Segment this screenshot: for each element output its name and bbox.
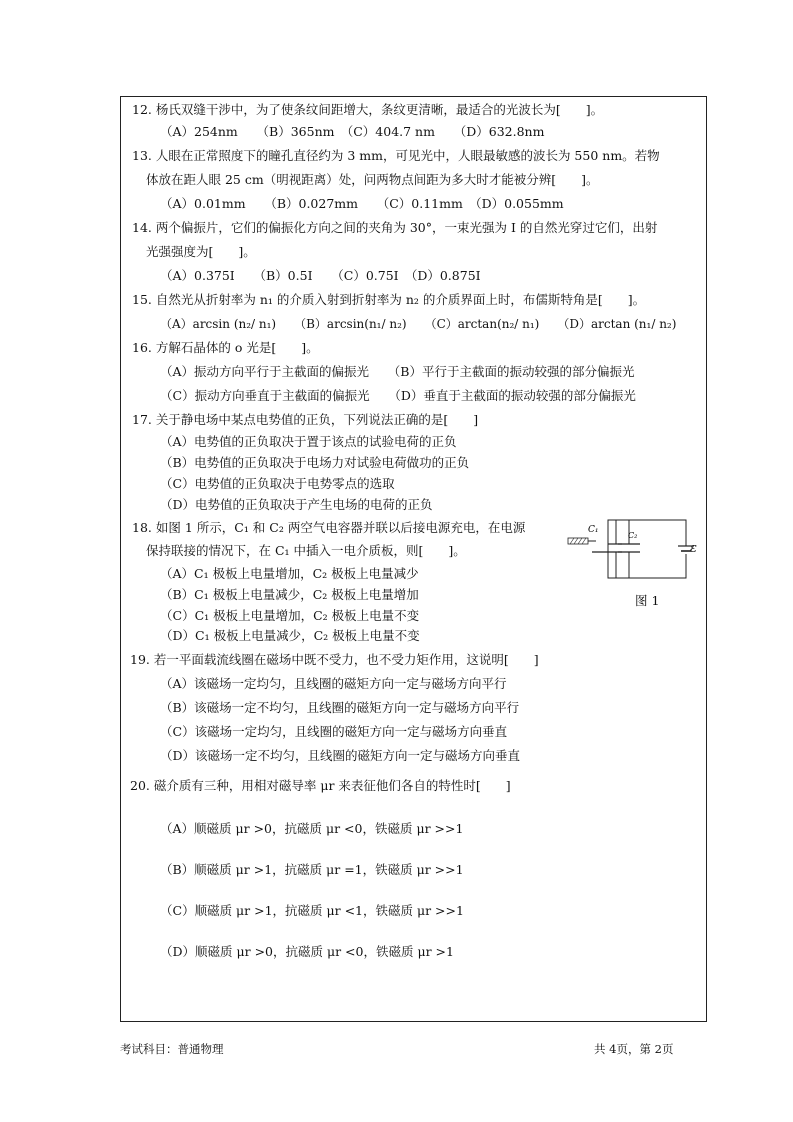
q12-options: （A）254nm （B）365nm （C）404.7 nm （D）632.8nm: [160, 124, 545, 139]
q13-options: （A）0.01mm （B）0.027mm （C）0.11mm （D）0.055mm: [160, 196, 564, 211]
q15-options: （A）arcsin (n₂/ n₁) （B）arcsin(n₁/ n₂) （C）arctan(n₂/ n₁) （D）arctan (n₁/ n₂): [160, 317, 677, 331]
dielectric-slab: [568, 538, 588, 544]
circuit-figure: [566, 518, 696, 598]
q19-option-c: （C）该磁场一定均匀，且线圈的磁矩方向一定与磁场方向垂直: [160, 724, 508, 739]
q20-option-b: （B）顺磁质 μr >1，抗磁质 μr =1，铁磁质 μr >>1: [160, 862, 464, 877]
q16-options-cd: （C）振动方向垂直于主截面的偏振光 （D）垂直于主截面的振动较强的部分偏振光: [160, 388, 636, 403]
c1-label: C₁: [588, 525, 599, 535]
q18-option-b: （B）C₁ 极板上电量减少，C₂ 极板上电量增加: [160, 587, 419, 602]
q15-stem: 15. 自然光从折射率为 n₁ 的介质入射到折射率为 n₂ 的介质界面上时，布儒斯特角是[ ]。: [132, 292, 646, 307]
q17-option-d: （D）电势值的正负取决于产生电场的电荷的正负: [160, 497, 433, 512]
q19-option-a: （A）该磁场一定均匀，且线圈的磁矩方向一定与磁场方向平行: [160, 676, 507, 691]
q14-stem-line2: 光强强度为[ ]。: [146, 244, 256, 259]
q20-option-d: （D）顺磁质 μr >0，抗磁质 μr <0，铁磁质 μr >1: [160, 944, 454, 959]
c2-label: C₂: [628, 531, 638, 540]
q17-option-b: （B）电势值的正负取决于电场力对试验电荷做功的正负: [160, 455, 470, 470]
q17-option-c: （C）电势值的正负取决于电势零点的选取: [160, 476, 395, 491]
q18-stem-line2: 保持联接的情况下，在 C₁ 中插入一电介质板，则[ ]。: [146, 543, 466, 558]
q16-stem: 16. 方解石晶体的 o 光是[ ]。: [132, 340, 319, 355]
q16-options-ab: （A）振动方向平行于主截面的偏振光 （B）平行于主截面的振动较强的部分偏振光: [160, 364, 635, 379]
emf-label: ε: [690, 541, 697, 556]
q18-option-d: （D）C₁ 极板上电量减少，C₂ 极板上电量不变: [160, 628, 420, 643]
q20-option-c: （C）顺磁质 μr >1，抗磁质 μr <1，铁磁质 μr >>1: [160, 903, 464, 918]
q12-stem: 12. 杨氏双缝干涉中，为了使条纹间距增大，条纹更清晰，最适合的光波长为[ ]。: [132, 102, 604, 117]
q14-options: （A）0.375I （B）0.5I （C）0.75I （D）0.875I: [160, 268, 481, 283]
q20-stem: 20. 磁介质有三种，用相对磁导率 μr 来表征他们各自的特性时[ ]: [130, 778, 511, 793]
q17-stem: 17. 关于静电场中某点电势值的正负，下列说法正确的是[ ]: [132, 412, 479, 427]
q19-option-d: （D）该磁场一定不均匀，且线圈的磁矩方向一定与磁场方向垂直: [160, 748, 521, 763]
q20-option-a: （A）顺磁质 μr >0，抗磁质 μr <0，铁磁质 μr >>1: [160, 821, 464, 836]
q17-option-a: （A）电势值的正负取决于置于该点的试验电荷的正负: [160, 434, 457, 449]
q13-stem-line2: 体放在距人眼 25 cm（明视距离）处，问两物点间距为多大时才能被分辨[ ]。: [146, 172, 599, 187]
figure-caption: 图 1: [635, 593, 660, 608]
footer-subject: 考试科目：普通物理: [120, 1042, 224, 1056]
q18-stem-line1: 18. 如图 1 所示，C₁ 和 C₂ 两空气电容器并联以后接电源充电，在电源: [132, 520, 526, 535]
q18-option-c: （C）C₁ 极板上电量增加，C₂ 极板上电量不变: [160, 608, 420, 623]
q13-stem-line1: 13. 人眼在正常照度下的瞳孔直径约为 3 mm，可见光中，人眼最敏感的波长为 550 nm。若物: [132, 148, 660, 163]
q19-option-b: （B）该磁场一定不均匀，且线圈的磁矩方向一定与磁场方向平行: [160, 700, 520, 715]
q14-stem-line1: 14. 两个偏振片，它们的偏振化方向之间的夹角为 30°，一束光强为 I 的自然光穿过它们，出射: [132, 220, 658, 235]
q18-option-a: （A）C₁ 极板上电量增加，C₂ 极板上电量减少: [160, 566, 419, 581]
footer-page-number: 共 4页，第 2页: [594, 1042, 674, 1056]
q19-stem: 19. 若一平面载流线圈在磁场中既不受力，也不受力矩作用，这说明[ ]: [130, 652, 539, 667]
